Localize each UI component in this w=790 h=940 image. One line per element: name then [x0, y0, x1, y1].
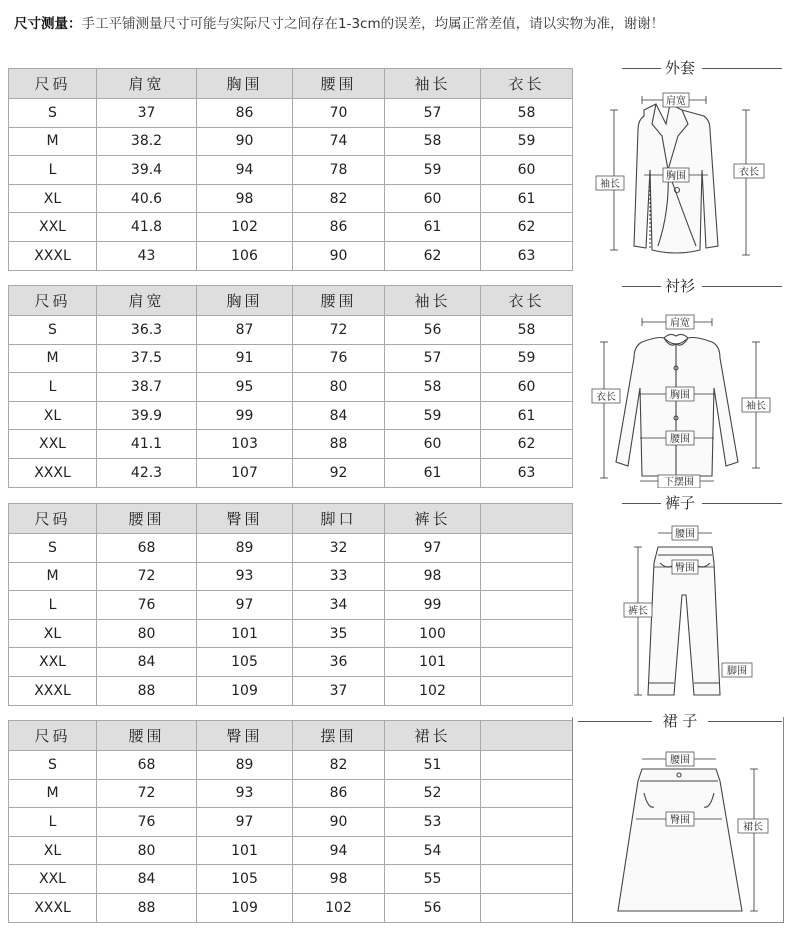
- size-cell: XXXL: [9, 241, 97, 270]
- value-cell: 63: [481, 458, 573, 487]
- value-cell: 61: [481, 184, 573, 213]
- value-cell: 43: [97, 241, 197, 270]
- column-header: 尺码: [9, 504, 97, 534]
- size-cell: XXXL: [9, 676, 97, 705]
- value-cell: 61: [481, 401, 573, 430]
- value-cell: 82: [293, 184, 385, 213]
- value-cell: 97: [385, 534, 481, 563]
- column-header: 腰围: [293, 69, 385, 99]
- value-cell: 87: [197, 316, 293, 345]
- value-cell: 84: [97, 648, 197, 677]
- value-cell: 97: [197, 808, 293, 837]
- coat-length-label: 衣长: [739, 167, 759, 178]
- value-cell: 78: [293, 156, 385, 185]
- value-cell: 33: [293, 562, 385, 591]
- notice-label: 尺寸测量：: [14, 16, 82, 32]
- value-cell: 41.8: [97, 213, 197, 242]
- column-header: 胸围: [197, 69, 293, 99]
- value-cell: 95: [197, 373, 293, 402]
- size-cell: S: [9, 751, 97, 780]
- column-header: 脚口: [293, 504, 385, 534]
- column-header: 腰围: [97, 721, 197, 751]
- value-cell: 70: [293, 99, 385, 128]
- value-cell: 58: [481, 99, 573, 128]
- coat-chest-label: 胸围: [666, 171, 686, 182]
- value-cell: 80: [97, 619, 197, 648]
- value-cell: 84: [293, 401, 385, 430]
- value-cell: 100: [385, 619, 481, 648]
- table-row: [9, 241, 573, 270]
- value-cell: 54: [385, 836, 481, 865]
- value-cell: 89: [197, 534, 293, 563]
- value-cell: 38.2: [97, 127, 197, 156]
- table-row: [9, 751, 573, 780]
- value-cell: 89: [197, 751, 293, 780]
- size-cell: S: [9, 316, 97, 345]
- value-cell: 60: [385, 184, 481, 213]
- coat-header-row: [9, 69, 573, 99]
- value-cell: [481, 865, 573, 894]
- value-cell: 59: [481, 127, 573, 156]
- value-cell: [481, 562, 573, 591]
- value-cell: 101: [385, 648, 481, 677]
- shirt-illustration: [578, 298, 782, 488]
- value-cell: 61: [385, 458, 481, 487]
- size-cell: L: [9, 591, 97, 620]
- size-cell: L: [9, 156, 97, 185]
- value-cell: 38.7: [97, 373, 197, 402]
- value-cell: 98: [385, 562, 481, 591]
- value-cell: 82: [293, 751, 385, 780]
- table-row: [9, 648, 573, 677]
- value-cell: 98: [293, 865, 385, 894]
- value-cell: 76: [97, 808, 197, 837]
- pants-hip-label: 臀围: [675, 563, 695, 574]
- value-cell: 62: [481, 430, 573, 459]
- size-cell: XXXL: [9, 458, 97, 487]
- value-cell: 35: [293, 619, 385, 648]
- skirt-illustration: [578, 733, 782, 923]
- value-cell: 57: [385, 99, 481, 128]
- column-header: [481, 721, 573, 751]
- value-cell: 57: [385, 344, 481, 373]
- column-header: 尺码: [9, 286, 97, 316]
- value-cell: 62: [481, 213, 573, 242]
- value-cell: 60: [481, 156, 573, 185]
- shirt-title-text: 衬衫: [661, 277, 699, 295]
- value-cell: 36.3: [97, 316, 197, 345]
- value-cell: 109: [197, 893, 293, 922]
- table-row: [9, 562, 573, 591]
- skirt-size-table: [8, 720, 573, 923]
- coat-diagram-title: [578, 58, 782, 78]
- size-cell: XL: [9, 184, 97, 213]
- value-cell: 84: [97, 865, 197, 894]
- size-cell: M: [9, 562, 97, 591]
- value-cell: 86: [293, 779, 385, 808]
- value-cell: 34: [293, 591, 385, 620]
- value-cell: 94: [293, 836, 385, 865]
- pants-waist-label: 腰围: [675, 529, 695, 540]
- table-row: [9, 458, 573, 487]
- pants-header-row: [9, 504, 573, 534]
- value-cell: 39.4: [97, 156, 197, 185]
- size-cell: L: [9, 808, 97, 837]
- skirt-header-row: [9, 721, 573, 751]
- value-cell: 88: [97, 676, 197, 705]
- value-cell: 107: [197, 458, 293, 487]
- column-header: 肩宽: [97, 286, 197, 316]
- value-cell: 60: [481, 373, 573, 402]
- pants-diagram-title: [578, 493, 782, 513]
- value-cell: 72: [97, 779, 197, 808]
- value-cell: 90: [197, 127, 293, 156]
- value-cell: [481, 534, 573, 563]
- value-cell: 62: [385, 241, 481, 270]
- table-row: [9, 676, 573, 705]
- value-cell: 97: [197, 591, 293, 620]
- value-cell: 76: [293, 344, 385, 373]
- table-row: [9, 430, 573, 459]
- shirt-length-label: 衣长: [596, 392, 616, 403]
- column-header: 摆围: [293, 721, 385, 751]
- value-cell: 92: [293, 458, 385, 487]
- value-cell: 102: [385, 676, 481, 705]
- table-row: [9, 156, 573, 185]
- value-cell: 59: [385, 156, 481, 185]
- value-cell: 76: [97, 591, 197, 620]
- column-header: 衣长: [481, 69, 573, 99]
- value-cell: 68: [97, 534, 197, 563]
- pants-cuff-label: 脚围: [727, 666, 747, 677]
- pants-length-label: 裤长: [628, 606, 648, 617]
- value-cell: 88: [293, 430, 385, 459]
- table-row: [9, 865, 573, 894]
- table-row: [9, 184, 573, 213]
- value-cell: 39.9: [97, 401, 197, 430]
- skirt-length-label: 裙长: [743, 822, 763, 833]
- column-header: 裤长: [385, 504, 481, 534]
- value-cell: 40.6: [97, 184, 197, 213]
- value-cell: [481, 893, 573, 922]
- size-cell: S: [9, 534, 97, 563]
- size-cell: S: [9, 99, 97, 128]
- size-cell: XXXL: [9, 893, 97, 922]
- value-cell: 90: [293, 808, 385, 837]
- value-cell: 59: [385, 401, 481, 430]
- pants-illustration: [578, 515, 782, 700]
- value-cell: 102: [293, 893, 385, 922]
- value-cell: 86: [197, 99, 293, 128]
- value-cell: [481, 751, 573, 780]
- value-cell: 88: [97, 893, 197, 922]
- coat-sleeve-label: 袖长: [600, 179, 620, 190]
- shirt-diagram-title: [578, 276, 782, 296]
- size-cell: XL: [9, 619, 97, 648]
- table-row: [9, 213, 573, 242]
- value-cell: 99: [197, 401, 293, 430]
- value-cell: 58: [481, 316, 573, 345]
- value-cell: 56: [385, 893, 481, 922]
- value-cell: 72: [97, 562, 197, 591]
- table-row: [9, 373, 573, 402]
- skirt-diagram-panel: [578, 711, 782, 923]
- value-cell: [481, 648, 573, 677]
- value-cell: 58: [385, 373, 481, 402]
- size-cell: M: [9, 344, 97, 373]
- coat-size-table: [8, 68, 573, 271]
- value-cell: 56: [385, 316, 481, 345]
- column-header: 肩宽: [97, 69, 197, 99]
- table-row: [9, 779, 573, 808]
- value-cell: 68: [97, 751, 197, 780]
- pants-size-table: [8, 503, 573, 706]
- value-cell: 105: [197, 865, 293, 894]
- skirt-diagram-title: [578, 711, 782, 731]
- table-row: [9, 316, 573, 345]
- shirt-diagram-panel: [578, 276, 782, 486]
- column-header: 袖长: [385, 286, 481, 316]
- size-cell: XXL: [9, 865, 97, 894]
- value-cell: 32: [293, 534, 385, 563]
- shirt-chest-label: 胸围: [670, 390, 690, 401]
- value-cell: 98: [197, 184, 293, 213]
- value-cell: 99: [385, 591, 481, 620]
- column-header: 腰围: [97, 504, 197, 534]
- column-header: 尺码: [9, 69, 97, 99]
- value-cell: 36: [293, 648, 385, 677]
- value-cell: 63: [481, 241, 573, 270]
- shirt-sleeve-label: 袖长: [746, 401, 766, 412]
- value-cell: 74: [293, 127, 385, 156]
- size-cell: M: [9, 127, 97, 156]
- value-cell: 101: [197, 619, 293, 648]
- value-cell: 90: [293, 241, 385, 270]
- size-cell: XXL: [9, 430, 97, 459]
- value-cell: 109: [197, 676, 293, 705]
- value-cell: 72: [293, 316, 385, 345]
- value-cell: 52: [385, 779, 481, 808]
- value-cell: 37: [97, 99, 197, 128]
- value-cell: 59: [481, 344, 573, 373]
- value-cell: 101: [197, 836, 293, 865]
- table-row: [9, 591, 573, 620]
- value-cell: 61: [385, 213, 481, 242]
- value-cell: 53: [385, 808, 481, 837]
- table-row: [9, 619, 573, 648]
- column-header: 腰围: [293, 286, 385, 316]
- value-cell: 80: [293, 373, 385, 402]
- table-row: [9, 534, 573, 563]
- size-cell: XXL: [9, 648, 97, 677]
- value-cell: 106: [197, 241, 293, 270]
- value-cell: 86: [293, 213, 385, 242]
- size-cell: M: [9, 779, 97, 808]
- pants-title-text: 裤子: [661, 494, 699, 512]
- column-header: 胸围: [197, 286, 293, 316]
- shirt-waist-label: 腰围: [670, 434, 690, 445]
- column-header: 臀围: [197, 504, 293, 534]
- value-cell: 93: [197, 562, 293, 591]
- value-cell: 37: [293, 676, 385, 705]
- value-cell: [481, 676, 573, 705]
- table-row: [9, 808, 573, 837]
- shirt-hem-label: 下摆围: [664, 477, 694, 488]
- table-row: [9, 893, 573, 922]
- shirt-header-row: [9, 286, 573, 316]
- column-header: 衣长: [481, 286, 573, 316]
- value-cell: [481, 591, 573, 620]
- value-cell: [481, 808, 573, 837]
- coat-shoulder-label: 肩宽: [666, 96, 686, 107]
- value-cell: 37.5: [97, 344, 197, 373]
- table-row: [9, 401, 573, 430]
- shirt-shoulder-label: 肩宽: [670, 318, 690, 329]
- pants-diagram-panel: [578, 493, 782, 698]
- value-cell: 103: [197, 430, 293, 459]
- value-cell: [481, 779, 573, 808]
- coat-diagram-panel: [578, 58, 782, 268]
- table-row: [9, 344, 573, 373]
- skirt-hip-label: 臀围: [670, 815, 690, 826]
- value-cell: 93: [197, 779, 293, 808]
- skirt-title-text: 裙 子: [659, 712, 702, 730]
- table-row: [9, 836, 573, 865]
- notice-text: 手工平铺测量尺寸可能与实际尺寸之间存在1-3cm的误差，均属正常差值，请以实物为准，谢谢！: [81, 16, 665, 32]
- value-cell: 91: [197, 344, 293, 373]
- value-cell: 60: [385, 430, 481, 459]
- size-cell: XXL: [9, 213, 97, 242]
- column-header: [481, 504, 573, 534]
- coat-title-text: 外套: [661, 59, 699, 77]
- table-row: [9, 99, 573, 128]
- value-cell: 55: [385, 865, 481, 894]
- value-cell: 41.1: [97, 430, 197, 459]
- shirt-size-table: [8, 285, 573, 488]
- size-cell: XL: [9, 836, 97, 865]
- value-cell: 42.3: [97, 458, 197, 487]
- value-cell: [481, 836, 573, 865]
- value-cell: 94: [197, 156, 293, 185]
- skirt-waist-label: 腰围: [670, 755, 690, 766]
- column-header: 裙长: [385, 721, 481, 751]
- table-row: [9, 127, 573, 156]
- value-cell: 105: [197, 648, 293, 677]
- coat-illustration: [578, 80, 782, 270]
- size-cell: L: [9, 373, 97, 402]
- column-header: 袖长: [385, 69, 481, 99]
- column-header: 尺码: [9, 721, 97, 751]
- measurement-notice: [14, 12, 664, 32]
- size-cell: XL: [9, 401, 97, 430]
- column-header: 臀围: [197, 721, 293, 751]
- value-cell: [481, 619, 573, 648]
- value-cell: 102: [197, 213, 293, 242]
- value-cell: 80: [97, 836, 197, 865]
- value-cell: 51: [385, 751, 481, 780]
- value-cell: 58: [385, 127, 481, 156]
